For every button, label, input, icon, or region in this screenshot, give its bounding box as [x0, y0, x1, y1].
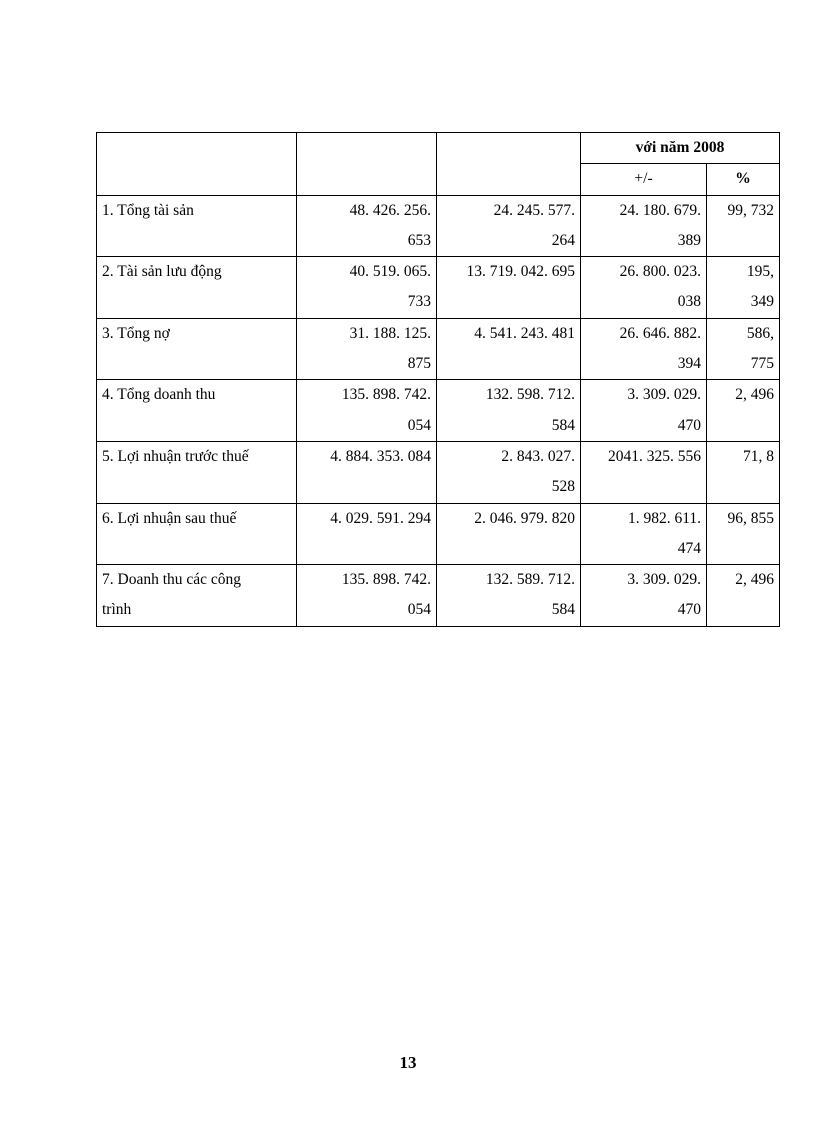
value-2009-line: 31. 188. 125.	[349, 324, 431, 342]
value-2009-cell	[297, 257, 437, 319]
row-label-line: 3. Tổng nợ	[102, 324, 170, 342]
percent-value-cell	[707, 503, 780, 565]
row-label-line: 2. Tài sản lưu động	[102, 263, 222, 281]
value-2008-line: 4. 541. 243. 481	[474, 324, 575, 342]
table-header-row	[97, 133, 780, 164]
header-empty-cell	[97, 133, 297, 196]
value-2009-line	[302, 534, 431, 564]
value-2009-line: 733	[407, 293, 431, 311]
row-label-line	[102, 226, 291, 256]
value-2009-cell	[297, 441, 437, 503]
percent-value-cell	[707, 565, 780, 627]
percent-value-line: 99, 732	[727, 201, 775, 219]
header-empty-cell	[297, 133, 437, 196]
value-2009-line: 40. 519. 065.	[349, 263, 431, 281]
percent-value-cell	[707, 441, 780, 503]
table-row	[97, 257, 780, 319]
difference-value-line: 2041. 325. 556	[608, 447, 701, 465]
difference-value-cell	[581, 380, 707, 442]
difference-value-line: 470	[677, 601, 701, 619]
percent-value-line: 2, 496	[735, 571, 775, 589]
difference-value-line: 394	[677, 355, 701, 373]
table-body	[97, 195, 780, 626]
row-label-cell	[97, 257, 297, 319]
difference-value-line: 3. 309. 029.	[627, 386, 701, 404]
difference-value-line: 389	[677, 231, 701, 249]
row-label-line: 6. Lợi nhuận sau thuế	[102, 509, 237, 527]
value-2009-cell	[297, 565, 437, 627]
row-label-line: trình	[102, 601, 132, 619]
table-row	[97, 318, 780, 380]
page-number: 13	[399, 1053, 417, 1072]
percent-value-line	[712, 411, 774, 441]
percent-value-line: 2, 496	[735, 386, 775, 404]
value-2008-cell	[437, 503, 581, 565]
value-2009-line: 875	[407, 355, 431, 373]
value-2008-line	[442, 349, 575, 379]
value-2008-cell	[437, 565, 581, 627]
difference-value-line: 038	[677, 293, 701, 311]
row-label-line: 5. Lợi nhuận trước thuế	[102, 447, 249, 465]
row-label-line	[102, 472, 291, 502]
percent-value-line	[712, 226, 774, 256]
table-row	[97, 565, 780, 627]
difference-value-line: 474	[677, 539, 701, 557]
row-label-line: 7. Doanh thu các công	[102, 571, 242, 589]
value-2009-line: 054	[407, 601, 431, 619]
percent-value-cell	[707, 257, 780, 319]
value-2009-line: 054	[407, 416, 431, 434]
value-2009-line: 135. 898. 742.	[341, 571, 431, 589]
percent-value-line: 586,	[746, 324, 775, 342]
percent-value-line	[712, 534, 774, 564]
difference-value-cell	[581, 565, 707, 627]
value-2008-line: 13. 719. 042. 695	[466, 263, 575, 281]
value-2008-cell	[437, 257, 581, 319]
header-difference: +/-	[581, 164, 707, 195]
difference-value-line: 24. 180. 679.	[619, 201, 701, 219]
financial-table	[96, 132, 780, 627]
percent-value-line	[712, 595, 774, 625]
header-comparison-2008: với năm 2008	[581, 133, 780, 164]
row-label-cell	[97, 318, 297, 380]
row-label-line	[102, 534, 291, 564]
row-label-line	[102, 411, 291, 441]
value-2009-line: 135. 898. 742.	[341, 386, 431, 404]
percent-value-line: 195,	[746, 263, 775, 281]
value-2008-line: 132. 589. 712.	[485, 571, 575, 589]
percent-value-line: 71, 8	[743, 447, 775, 465]
row-label-cell	[97, 441, 297, 503]
value-2008-cell	[437, 318, 581, 380]
difference-value-cell	[581, 257, 707, 319]
difference-value-line: 26. 646. 882.	[619, 324, 701, 342]
row-label-cell	[97, 565, 297, 627]
difference-value-line	[586, 472, 701, 502]
row-label-cell	[97, 503, 297, 565]
difference-value-line: 3. 309. 029.	[627, 571, 701, 589]
table-row	[97, 441, 780, 503]
difference-value-cell	[581, 195, 707, 257]
percent-value-cell	[707, 380, 780, 442]
row-label-line: 1. Tổng tài sản	[102, 201, 194, 219]
difference-value-line: 1. 982. 611.	[627, 509, 701, 527]
percent-value-line	[712, 472, 774, 502]
difference-value-line: 26. 800. 023.	[619, 263, 701, 281]
value-2008-cell	[437, 441, 581, 503]
value-2008-line	[442, 287, 575, 317]
value-2008-cell	[437, 380, 581, 442]
value-2009-line: 4. 884. 353. 084	[330, 447, 431, 465]
value-2008-line: 2. 843. 027.	[501, 447, 575, 465]
difference-value-line: 470	[677, 416, 701, 434]
percent-value-cell	[707, 195, 780, 257]
row-label-line: 4. Tổng doanh thu	[102, 386, 216, 404]
value-2008-line: 24. 245. 577.	[493, 201, 575, 219]
value-2009-cell	[297, 195, 437, 257]
value-2008-line: 584	[551, 601, 575, 619]
table-row	[97, 380, 780, 442]
difference-value-cell	[581, 318, 707, 380]
percent-value-line: 349	[750, 293, 775, 311]
header-percent: %	[707, 164, 780, 195]
row-label-line	[102, 287, 291, 317]
value-2009-cell	[297, 318, 437, 380]
value-2008-line: 264	[551, 231, 575, 249]
row-label-line	[102, 349, 291, 379]
table-row	[97, 503, 780, 565]
value-2008-line: 528	[551, 478, 575, 496]
value-2009-cell	[297, 503, 437, 565]
header-empty-cell	[437, 133, 581, 196]
value-2008-line	[442, 534, 575, 564]
value-2009-cell	[297, 380, 437, 442]
row-label-cell	[97, 380, 297, 442]
value-2008-line: 132. 598. 712.	[485, 386, 575, 404]
row-label-cell	[97, 195, 297, 257]
percent-value-line: 775	[750, 355, 775, 373]
value-2009-line: 4. 029. 591. 294	[330, 509, 431, 527]
value-2009-line: 653	[407, 231, 431, 249]
value-2009-line	[302, 472, 431, 502]
difference-value-cell	[581, 503, 707, 565]
percent-value-line: 96, 855	[727, 509, 775, 527]
table-row	[97, 195, 780, 257]
difference-value-cell	[581, 441, 707, 503]
value-2008-cell	[437, 195, 581, 257]
value-2008-line: 584	[551, 416, 575, 434]
percent-value-cell	[707, 318, 780, 380]
value-2009-line: 48. 426. 256.	[349, 201, 431, 219]
value-2008-line: 2. 046. 979. 820	[474, 509, 575, 527]
